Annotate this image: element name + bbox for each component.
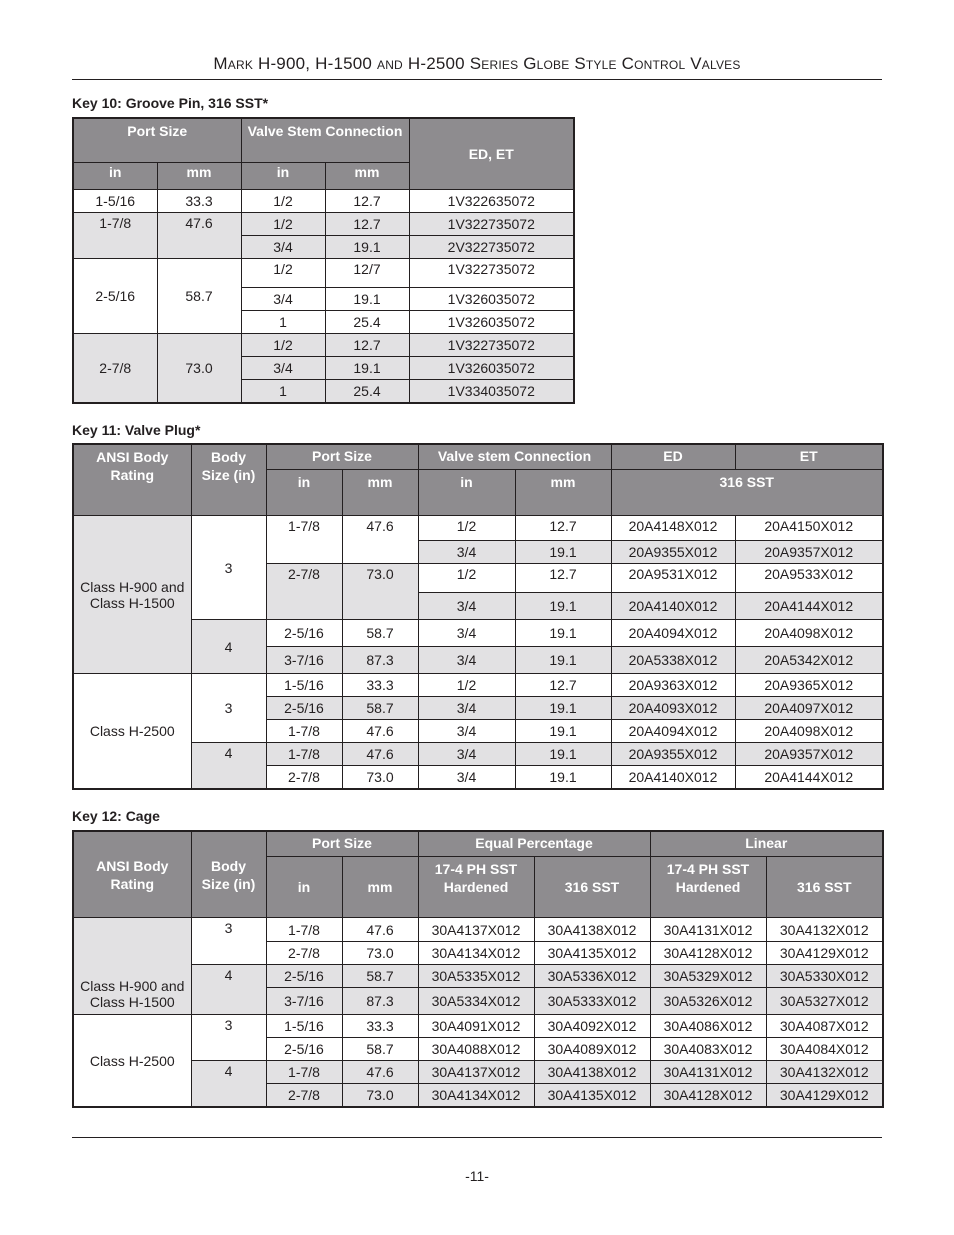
part-number-cell: 1V322735072 <box>409 213 574 236</box>
body-size-cell: 3 <box>191 516 266 620</box>
stem-mm-cell: 19.1 <box>515 541 611 564</box>
port-mm-cell: 47.6 <box>342 1061 418 1084</box>
stem-in-cell: 1/2 <box>241 334 325 357</box>
key12-header-row <box>73 831 883 857</box>
stem-in-cell: 1/2 <box>418 516 515 541</box>
eq-316-cell: 30A4138X012 <box>534 918 650 942</box>
et-part-cell: 20A4098X012 <box>735 720 883 743</box>
body-size-cell: 4 <box>191 1061 266 1108</box>
lin-316-cell: 30A4129X012 <box>766 942 883 965</box>
stem-in-cell: 3/4 <box>418 766 515 790</box>
port-mm-cell: 33.3 <box>342 674 418 697</box>
stem-mm-cell: 12.7 <box>325 213 409 236</box>
port-in-cell: 1-7/8 <box>266 1061 342 1084</box>
port-mm-cell: 73.0 <box>342 942 418 965</box>
ansi-rating-cell: Class H-900 and Class H-1500 <box>73 918 191 1015</box>
lin-174-cell: 30A4086X012 <box>650 1015 766 1038</box>
part-number-cell: 1V322735072 <box>409 334 574 357</box>
port-in-cell: 2-5/16 <box>73 259 157 334</box>
part-number-cell: 1V326035072 <box>409 311 574 334</box>
table-row <box>73 1015 883 1038</box>
body-size-cell: 3 <box>191 1015 266 1061</box>
table-row <box>73 918 883 942</box>
ed-part-cell: 20A9531X012 <box>611 564 735 593</box>
key10-title: Key 10: Groove Pin, 316 SST* <box>72 95 269 111</box>
lin-316-cell: 30A5330X012 <box>766 965 883 988</box>
port-in-cell: 2-7/8 <box>73 334 157 404</box>
eq-174-cell: 30A4137X012 <box>418 918 534 942</box>
table-row <box>73 190 574 213</box>
key12-equal-header: Equal Percentage <box>418 831 650 857</box>
part-number-cell: 1V326035072 <box>409 288 574 311</box>
port-mm-cell: 47.6 <box>157 213 241 259</box>
key12-linear-header: Linear <box>650 831 883 857</box>
footer-rule <box>72 1137 882 1138</box>
eq-174-cell: 30A4134X012 <box>418 1084 534 1108</box>
eq-174-cell: 30A4091X012 <box>418 1015 534 1038</box>
lin-174-cell: 30A4128X012 <box>650 942 766 965</box>
table-row <box>73 516 883 541</box>
key10-table <box>72 117 575 404</box>
body-size-cell: 4 <box>191 743 266 790</box>
stem-mm-cell: 12/7 <box>325 259 409 288</box>
port-in-cell: 1-7/8 <box>73 213 157 259</box>
stem-in-cell: 3/4 <box>418 647 515 674</box>
lin-174-cell: 30A4131X012 <box>650 1061 766 1084</box>
ed-part-cell: 20A9355X012 <box>611 743 735 766</box>
port-mm-cell: 47.6 <box>342 720 418 743</box>
stem-mm-cell: 19.1 <box>325 236 409 259</box>
port-mm-cell: 73.0 <box>342 1084 418 1108</box>
table-row <box>73 743 883 766</box>
et-part-cell: 20A4097X012 <box>735 697 883 720</box>
page-number: -11- <box>465 1168 489 1184</box>
port-in-cell: 1-7/8 <box>266 720 342 743</box>
key12-lin-316-header: 316 SST <box>766 857 883 918</box>
lin-174-cell: 30A5326X012 <box>650 988 766 1015</box>
part-number-cell: 1V322635072 <box>409 190 574 213</box>
key12-eq-316-header: 316 SST <box>534 857 650 918</box>
port-mm-cell: 73.0 <box>342 564 418 620</box>
key12-port-mm-header: mm <box>342 857 418 918</box>
key12-ansi-header: ANSI Body Rating <box>73 831 191 918</box>
eq-316-cell: 30A4135X012 <box>534 1084 650 1108</box>
eq-174-cell: 30A5334X012 <box>418 988 534 1015</box>
lin-316-cell: 30A4132X012 <box>766 918 883 942</box>
stem-in-cell: 1/2 <box>418 674 515 697</box>
body-size-cell: 3 <box>191 918 266 965</box>
port-in-cell: 1-5/16 <box>266 674 342 697</box>
stem-in-cell: 3/4 <box>418 743 515 766</box>
stem-mm-cell: 19.1 <box>515 743 611 766</box>
stem-mm-cell: 12.7 <box>325 190 409 213</box>
port-mm-cell: 47.6 <box>342 743 418 766</box>
eq-316-cell: 30A4092X012 <box>534 1015 650 1038</box>
eq-174-cell: 30A5335X012 <box>418 965 534 988</box>
table-row <box>73 965 883 988</box>
port-in-cell: 2-7/8 <box>266 942 342 965</box>
key11-title: Key 11: Valve Plug* <box>72 422 201 438</box>
lin-316-cell: 30A4087X012 <box>766 1015 883 1038</box>
et-part-cell: 20A5342X012 <box>735 647 883 674</box>
stem-in-cell: 1/2 <box>418 564 515 593</box>
key11-316-header: 316 SST <box>611 470 883 516</box>
key11-port-size-header: Port Size <box>266 444 418 470</box>
et-part-cell: 20A9533X012 <box>735 564 883 593</box>
part-number-cell: 1V322735072 <box>409 259 574 288</box>
stem-mm-cell: 25.4 <box>325 311 409 334</box>
port-mm-cell: 58.7 <box>342 697 418 720</box>
lin-316-cell: 30A4132X012 <box>766 1061 883 1084</box>
key10-stem-header: Valve Stem Connection <box>241 118 409 163</box>
table-row <box>73 620 883 647</box>
et-part-cell: 20A4144X012 <box>735 593 883 620</box>
ansi-rating-cell: Class H-900 and Class H-1500 <box>73 516 191 674</box>
ed-part-cell: 20A4140X012 <box>611 766 735 790</box>
port-in-cell: 2-5/16 <box>266 697 342 720</box>
eq-316-cell: 30A4135X012 <box>534 942 650 965</box>
eq-316-cell: 30A5336X012 <box>534 965 650 988</box>
eq-174-cell: 30A4088X012 <box>418 1038 534 1061</box>
key10-port-in-header: in <box>73 163 157 190</box>
table-row <box>73 674 883 697</box>
port-in-cell: 1-7/8 <box>266 516 342 564</box>
key11-stem-in-header: in <box>418 470 515 516</box>
stem-in-cell: 3/4 <box>418 697 515 720</box>
part-number-cell: 1V334035072 <box>409 380 574 404</box>
port-in-cell: 2-7/8 <box>266 766 342 790</box>
stem-mm-cell: 19.1 <box>515 647 611 674</box>
key11-port-in-header: in <box>266 470 342 516</box>
stem-in-cell: 3/4 <box>418 720 515 743</box>
key11-port-mm-header: mm <box>342 470 418 516</box>
lin-316-cell: 30A4084X012 <box>766 1038 883 1061</box>
key12-title: Key 12: Cage <box>72 808 160 824</box>
ed-part-cell: 20A9363X012 <box>611 674 735 697</box>
stem-mm-cell: 12.7 <box>515 674 611 697</box>
stem-in-cell: 1 <box>241 380 325 404</box>
port-in-cell: 1-7/8 <box>266 918 342 942</box>
key12-port-in-header: in <box>266 857 342 918</box>
key12-body-header: Body Size (in) <box>191 831 266 918</box>
stem-in-cell: 3/4 <box>418 620 515 647</box>
port-in-cell: 3-7/16 <box>266 988 342 1015</box>
key10-stem-in-header: in <box>241 163 325 190</box>
port-mm-cell: 87.3 <box>342 647 418 674</box>
key11-ansi-header: ANSI Body Rating <box>73 444 191 516</box>
port-mm-cell: 58.7 <box>342 965 418 988</box>
stem-mm-cell: 12.7 <box>515 564 611 593</box>
port-mm-cell: 58.7 <box>342 1038 418 1061</box>
key11-ed-header: ED <box>611 444 735 470</box>
port-mm-cell: 87.3 <box>342 988 418 1015</box>
eq-316-cell: 30A4089X012 <box>534 1038 650 1061</box>
et-part-cell: 20A4150X012 <box>735 516 883 541</box>
stem-mm-cell: 19.1 <box>515 720 611 743</box>
table-row <box>73 213 574 236</box>
key10-stem-mm-header: mm <box>325 163 409 190</box>
body-size-cell: 4 <box>191 965 266 1015</box>
lin-316-cell: 30A4129X012 <box>766 1084 883 1108</box>
lin-174-cell: 30A4083X012 <box>650 1038 766 1061</box>
key12-table <box>72 830 884 1108</box>
stem-mm-cell: 12.7 <box>515 516 611 541</box>
port-mm-cell: 33.3 <box>157 190 241 213</box>
port-in-cell: 2-5/16 <box>266 620 342 647</box>
port-mm-cell: 47.6 <box>342 516 418 564</box>
lin-174-cell: 30A4131X012 <box>650 918 766 942</box>
ed-part-cell: 20A4094X012 <box>611 620 735 647</box>
header-rule <box>72 79 882 80</box>
stem-mm-cell: 19.1 <box>515 620 611 647</box>
key11-et-header: ET <box>735 444 883 470</box>
port-mm-cell: 73.0 <box>157 334 241 404</box>
port-mm-cell: 58.7 <box>342 620 418 647</box>
key10-ed-et-header: ED, ET <box>409 118 574 190</box>
port-in-cell: 1-5/16 <box>73 190 157 213</box>
lin-174-cell: 30A5329X012 <box>650 965 766 988</box>
key11-stem-mm-header: mm <box>515 470 611 516</box>
port-in-cell: 1-7/8 <box>266 743 342 766</box>
stem-mm-cell: 25.4 <box>325 380 409 404</box>
ed-part-cell: 20A5338X012 <box>611 647 735 674</box>
body-size-cell: 3 <box>191 674 266 743</box>
et-part-cell: 20A4098X012 <box>735 620 883 647</box>
stem-in-cell: 3/4 <box>418 541 515 564</box>
et-part-cell: 20A9357X012 <box>735 743 883 766</box>
et-part-cell: 20A9357X012 <box>735 541 883 564</box>
key11-header-row <box>73 444 883 470</box>
ed-part-cell: 20A4140X012 <box>611 593 735 620</box>
ed-part-cell: 20A9355X012 <box>611 541 735 564</box>
port-in-cell: 2-5/16 <box>266 965 342 988</box>
ed-part-cell: 20A4148X012 <box>611 516 735 541</box>
stem-in-cell: 1 <box>241 311 325 334</box>
port-mm-cell: 73.0 <box>342 766 418 790</box>
part-number-cell: 2V322735072 <box>409 236 574 259</box>
port-in-cell: 2-7/8 <box>266 564 342 620</box>
stem-in-cell: 3/4 <box>241 288 325 311</box>
stem-mm-cell: 19.1 <box>515 593 611 620</box>
eq-316-cell: 30A4138X012 <box>534 1061 650 1084</box>
key11-stem-header: Valve stem Connection <box>418 444 611 470</box>
key10-header-row <box>73 118 574 163</box>
stem-in-cell: 1/2 <box>241 259 325 288</box>
eq-174-cell: 30A4134X012 <box>418 942 534 965</box>
body-size-cell: 4 <box>191 620 266 674</box>
port-in-cell: 3-7/16 <box>266 647 342 674</box>
table-row <box>73 259 574 288</box>
stem-mm-cell: 19.1 <box>325 288 409 311</box>
key12-lin-174-header: 17-4 PH SST Hardened <box>650 857 766 918</box>
ed-part-cell: 20A4093X012 <box>611 697 735 720</box>
ed-part-cell: 20A4094X012 <box>611 720 735 743</box>
key10-port-size-header: Port Size <box>73 118 241 163</box>
page-title: Mark H-900, H-1500 and H-2500 Series Globe Style Control Valves <box>213 54 741 73</box>
eq-316-cell: 30A5333X012 <box>534 988 650 1015</box>
stem-in-cell: 1/2 <box>241 190 325 213</box>
key11-table <box>72 443 884 790</box>
key12-eq-174-header: 17-4 PH SST Hardened <box>418 857 534 918</box>
et-part-cell: 20A9365X012 <box>735 674 883 697</box>
port-in-cell: 2-7/8 <box>266 1084 342 1108</box>
stem-in-cell: 3/4 <box>241 357 325 380</box>
lin-316-cell: 30A5327X012 <box>766 988 883 1015</box>
lin-174-cell: 30A4128X012 <box>650 1084 766 1108</box>
port-in-cell: 1-5/16 <box>266 1015 342 1038</box>
stem-mm-cell: 19.1 <box>515 766 611 790</box>
ansi-rating-cell: Class H-2500 <box>73 1015 191 1108</box>
eq-174-cell: 30A4137X012 <box>418 1061 534 1084</box>
port-in-cell: 2-5/16 <box>266 1038 342 1061</box>
stem-in-cell: 1/2 <box>241 213 325 236</box>
stem-mm-cell: 19.1 <box>515 697 611 720</box>
key11-body-header: Body Size (in) <box>191 444 266 516</box>
table-row <box>73 1061 883 1084</box>
port-mm-cell: 58.7 <box>157 259 241 334</box>
stem-mm-cell: 19.1 <box>325 357 409 380</box>
et-part-cell: 20A4144X012 <box>735 766 883 790</box>
key10-port-mm-header: mm <box>157 163 241 190</box>
port-mm-cell: 33.3 <box>342 1015 418 1038</box>
part-number-cell: 1V326035072 <box>409 357 574 380</box>
stem-mm-cell: 12.7 <box>325 334 409 357</box>
port-mm-cell: 47.6 <box>342 918 418 942</box>
stem-in-cell: 3/4 <box>241 236 325 259</box>
key12-port-size-header: Port Size <box>266 831 418 857</box>
stem-in-cell: 3/4 <box>418 593 515 620</box>
table-row <box>73 334 574 357</box>
ansi-rating-cell: Class H-2500 <box>73 674 191 790</box>
